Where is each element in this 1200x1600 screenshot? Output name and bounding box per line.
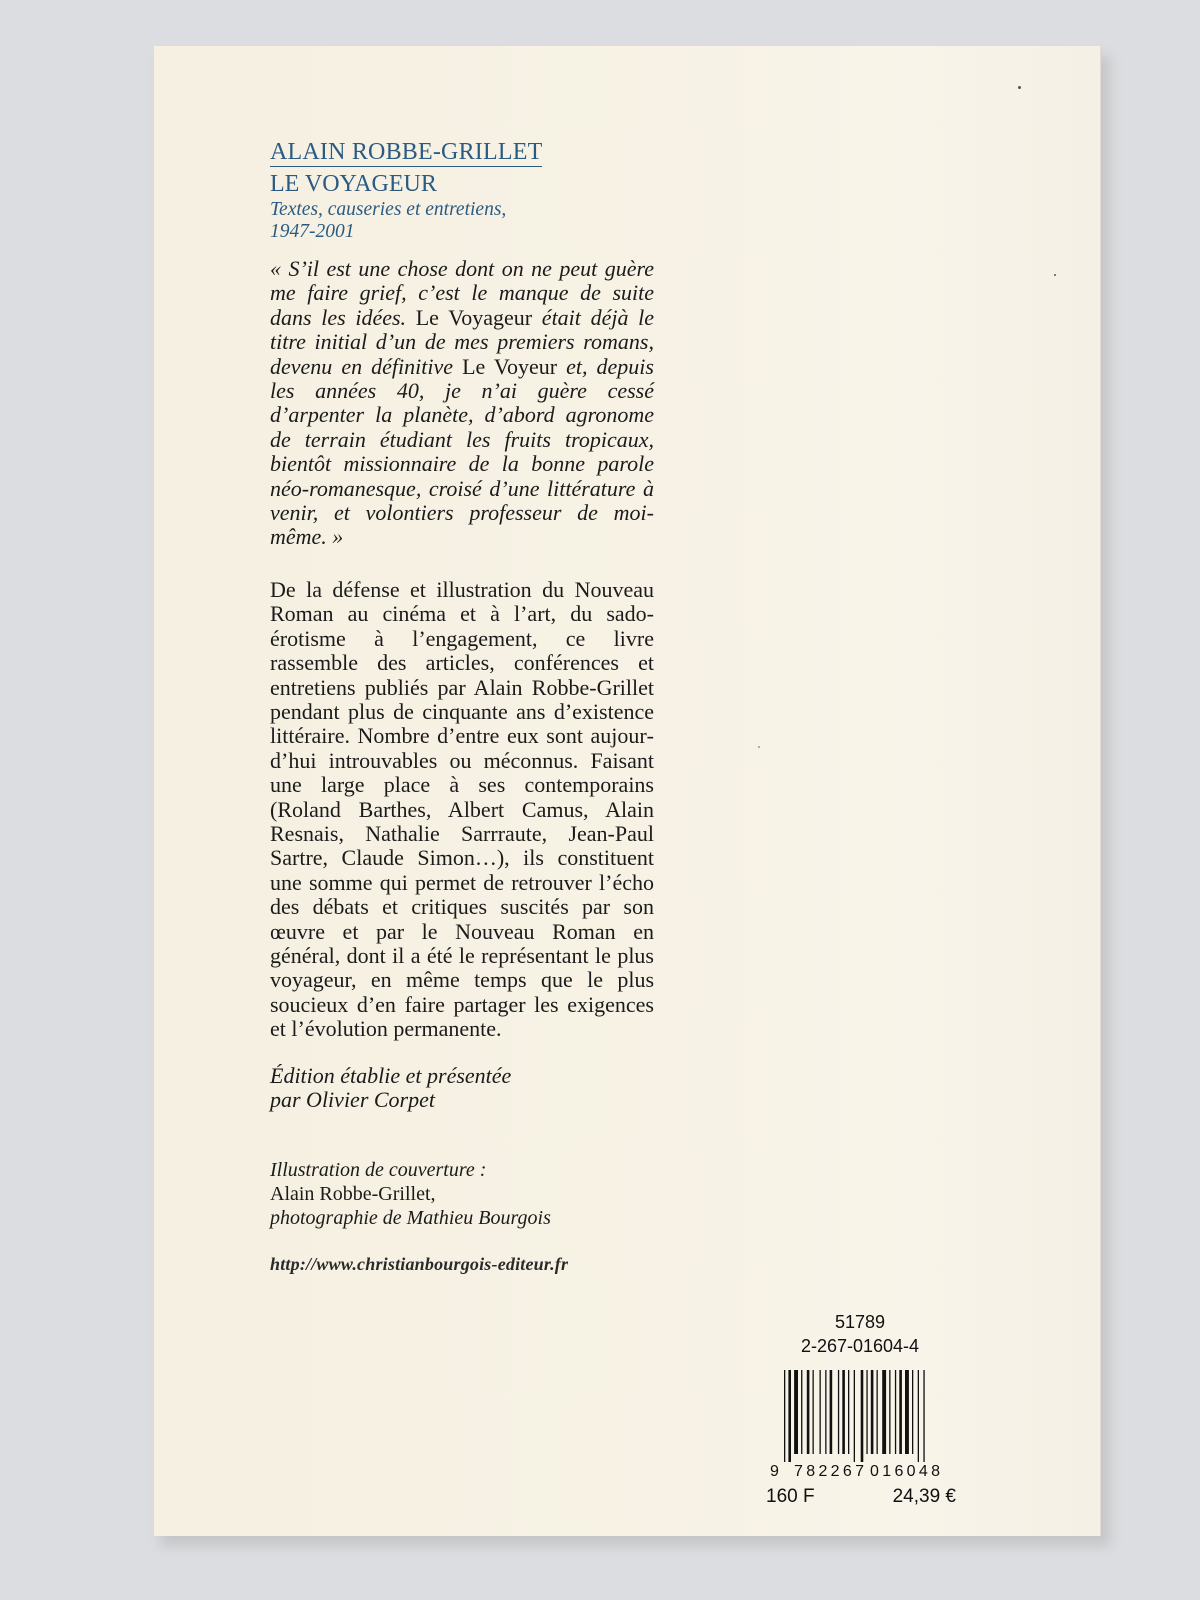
- quote-part: était déjà le titre initial d’un de mes premiers romans, devenu en définitive: [270, 304, 655, 379]
- book-back-cover: [154, 46, 1101, 1536]
- edition-credit: [270, 1064, 654, 1113]
- barcode-bar: [842, 1370, 845, 1454]
- editor-name: par Olivier Corpet: [270, 1087, 435, 1112]
- price-euros: 24,39 €: [892, 1486, 956, 1507]
- barcode-bar: [794, 1370, 798, 1454]
- barcode-bar: [848, 1370, 849, 1454]
- barcode-bar: [918, 1370, 919, 1462]
- barcode-bar: [866, 1370, 867, 1454]
- quote-part: et, depuis les années 40, je n’ai guère cessé d’arpenter la planète, d’abord agronome de terrain étudiant les fruits tropicaux, bientôt missionnaire de la bonne parole néo-romanesque, croisé d’une littérature à venir, et volontiers professeur de moi-même. »: [270, 353, 654, 550]
- subtitle-line: Textes, causeries et entretiens,: [270, 199, 507, 220]
- barcode-bar: [807, 1370, 810, 1454]
- quote-title-reference: Le Voyageur: [415, 304, 533, 330]
- barcode-bar: [854, 1370, 855, 1462]
- barcode-right-digits: 016048: [870, 1463, 940, 1480]
- catalog-codes: [770, 1310, 950, 1358]
- price-francs: 160 F: [766, 1486, 815, 1507]
- barcode-bar: [899, 1370, 902, 1454]
- paper-speck: [1054, 274, 1056, 276]
- barcode-bar: [912, 1370, 913, 1454]
- barcode-bar: [882, 1370, 886, 1454]
- book-subtitle: [270, 199, 654, 243]
- barcode-bar: [895, 1370, 896, 1454]
- catalog-number: 51789: [834, 1312, 886, 1332]
- book-description: De la défense et illustration du Nouveau Roman au cinéma et à l’art, du sado-érotisme à l’engagement, ce livre rassemble des articles, conférences et entretiens publiés par Alain Robbe-Grillet pendant plus de cinquante ans d’existence littéraire. Nombre d’entre eux sont aujourd’hui introuvables ou méconnus. Faisant une large place à ses contemporains (Roland Barthes, Albert Camus, Alain Resnais, Nathalie Sarrraute, Jean-Paul Sartre, Claude Simon…), ils constituent une somme qui permet de retrouver l’écho des débats et critiques suscités par son œuvre et par le Nouveau Roman en général, dont il a été le représentant le plus voyageur, en même temps que le plus soucieux d’en faire partager les exigences et l’évolution permanente.: [270, 576, 654, 1042]
- barcode-bar: [784, 1370, 785, 1462]
- barcode-bar: [825, 1370, 826, 1454]
- barcode-bar: [788, 1370, 791, 1462]
- barcode-bar: [877, 1370, 878, 1454]
- barcode-graphic: [770, 1370, 950, 1480]
- author-quote: [270, 257, 654, 550]
- barcode-bar: [861, 1370, 864, 1462]
- barcode-bar: [820, 1370, 821, 1454]
- cover-illustration-credit: [270, 1158, 654, 1230]
- barcode-bar: [923, 1370, 924, 1462]
- barcode-bar: [801, 1370, 802, 1454]
- illustration-subject: Alain Robbe-Grillet,: [270, 1183, 436, 1206]
- illustration-label: Illustration de couverture :: [270, 1159, 487, 1182]
- barcode-bar: [838, 1370, 839, 1454]
- barcode-lead-digit: 9: [770, 1463, 779, 1480]
- quote-title-reference: Le Voyeur: [462, 353, 558, 379]
- cover-text-column: [270, 138, 654, 1275]
- barcode-bar: [871, 1370, 874, 1454]
- edition-line: Édition établie et présentée: [270, 1062, 512, 1088]
- quote-part: « S’il est une chose dont on ne peut guère me faire grief, c’est le manque de suite dans les idées.: [270, 256, 654, 330]
- barcode-bar: [813, 1370, 814, 1454]
- barcode: [770, 1370, 950, 1480]
- paper-speck: [758, 746, 760, 748]
- barcode-bar: [889, 1370, 890, 1454]
- publisher-url[interactable]: http://www.christianbourgois-editeur.fr: [270, 1254, 569, 1275]
- price-row: [766, 1486, 956, 1508]
- barcode-left-digits: 782267: [794, 1463, 864, 1480]
- photo-credit: photographie de Mathieu Bourgois: [270, 1207, 551, 1230]
- paper-speck: [1018, 86, 1021, 89]
- subtitle-years: 1947-2001: [270, 221, 355, 242]
- book-title: LE VOYAGEUR: [270, 171, 437, 197]
- author-name: ALAIN ROBBE-GRILLET: [270, 139, 543, 165]
- isbn-number: 2-267-01604-4: [800, 1336, 920, 1356]
- barcode-bar: [905, 1370, 909, 1454]
- barcode-bar: [830, 1370, 833, 1454]
